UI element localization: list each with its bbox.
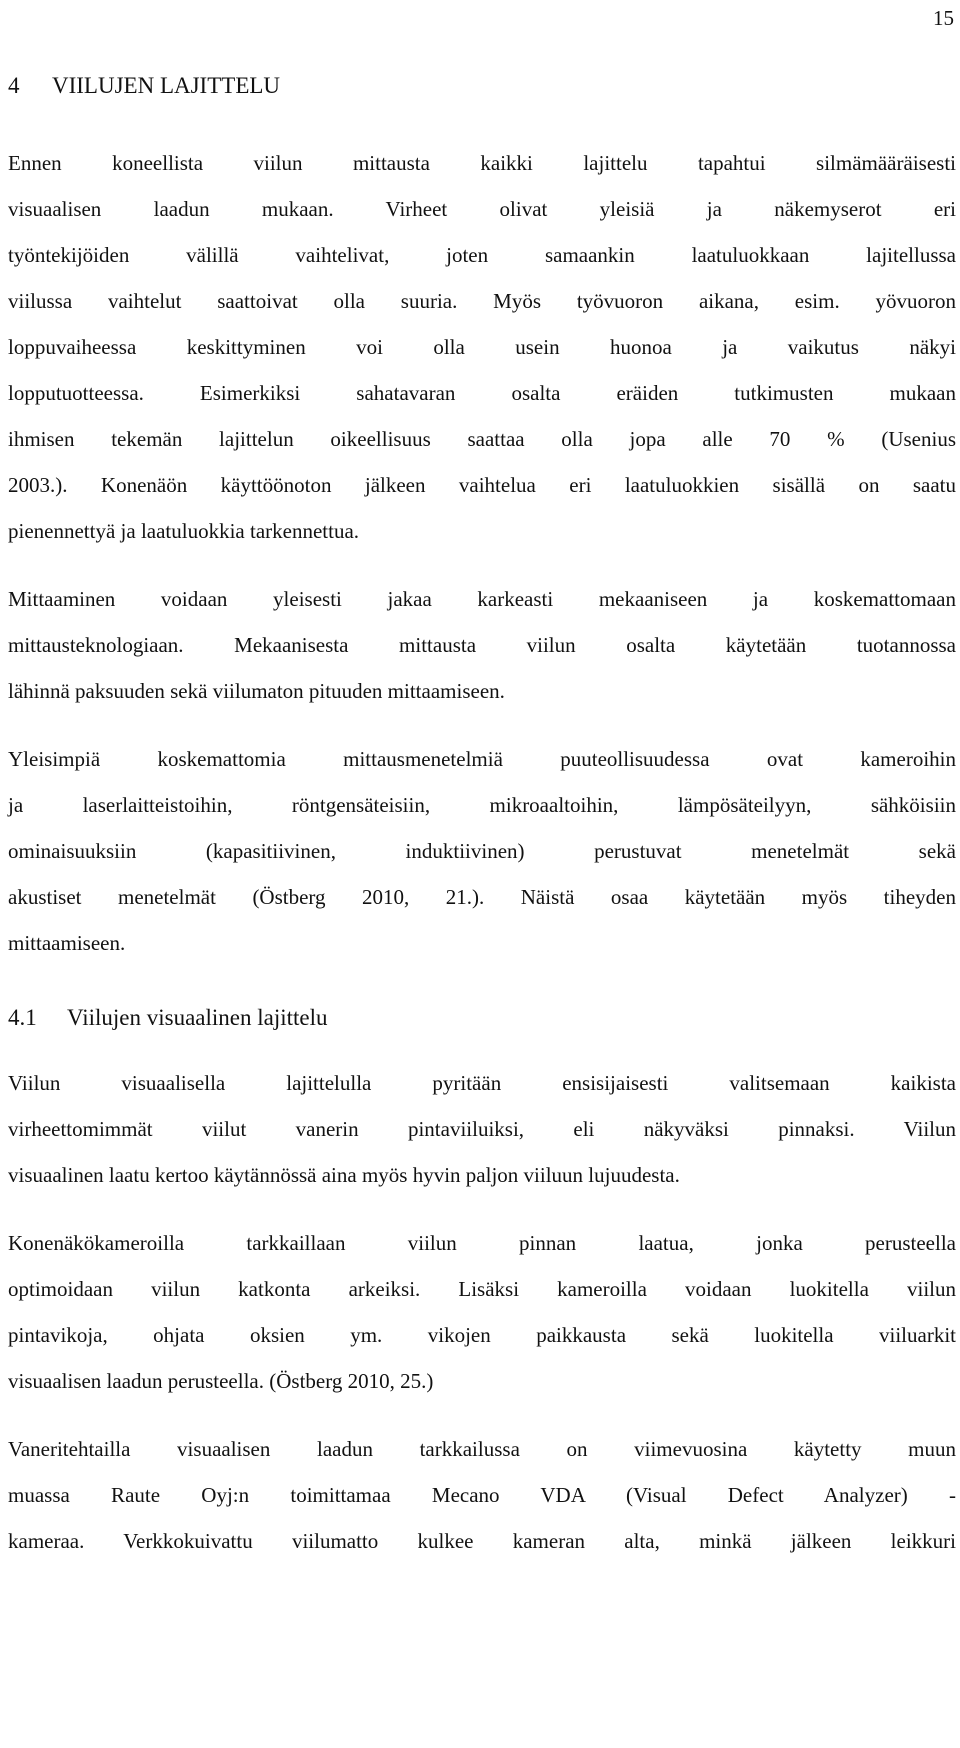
paragraph-line: visuaalisen laadun mukaan. Virheet olivat yleisiä ja näkemyserot eri <box>8 197 956 221</box>
paragraph-line: pintavikoja, ohjata oksien ym. vikojen paikkausta sekä luokitella viiluarkit <box>8 1323 956 1347</box>
paragraph-line: mittaamiseen. <box>8 931 126 955</box>
paragraph-line: muassa Raute Oyj:n toimittamaa Mecano VDA (Visual Defect Analyzer) - <box>8 1483 956 1507</box>
paragraph-line: ihmisen tekemän lajittelun oikeellisuus saattaa olla jopa alle 70 % (Usenius <box>8 427 956 451</box>
section-number: 4 <box>8 73 20 98</box>
paragraph-line: työntekijöiden välillä vaihtelivat, joten samaankin laatuluokkaan lajitellussa <box>8 243 956 267</box>
paragraph-line: Konenäkökameroilla tarkkaillaan viilun pinnan laatua, jonka perusteella <box>8 1231 956 1255</box>
paragraph-line: Mittaaminen voidaan yleisesti jakaa karkeasti mekaaniseen ja koskemattomaan <box>8 587 956 611</box>
paragraph-line: lopputuotteessa. Esimerkiksi sahatavaran osalta eräiden tutkimusten mukaan <box>8 381 956 405</box>
paragraph-line: loppuvaiheessa keskittyminen voi olla usein huonoa ja vaikutus näkyi <box>8 335 956 359</box>
paragraph-line: viilussa vaihtelut saattoivat olla suuria. Myös työvuoron aikana, esim. yövuoron <box>8 289 956 313</box>
section-title: Viilujen visuaalinen lajittelu <box>67 1005 328 1030</box>
paragraph-3 <box>8 736 956 966</box>
paragraph-line: Yleisimpiä koskemattomia mittausmenetelmiä puuteollisuudessa ovat kameroihin <box>8 747 956 771</box>
paragraph-1 <box>8 140 956 554</box>
paragraph-line: kameraa. Verkkokuivattu viilumatto kulkee kameran alta, minkä jälkeen leikkuri <box>8 1529 956 1553</box>
paragraph-line: ja laserlaitteistoihin, röntgensäteisiin, mikroaaltoihin, lämpösäteilyyn, sähköisiin <box>8 793 956 817</box>
section-heading-4-1 <box>8 1004 956 1032</box>
paragraph-5 <box>8 1220 956 1404</box>
paragraph-line: visuaalinen laatu kertoo käytännössä aina myös hyvin paljon viiluun lujuudesta. <box>8 1163 680 1187</box>
paragraph-line: visuaalisen laadun perusteella. (Östberg 2010, 25.) <box>8 1369 434 1393</box>
page-number: 15 <box>933 6 954 30</box>
paragraph-line: Ennen koneellista viilun mittausta kaikki lajittelu tapahtui silmämääräisesti <box>8 151 956 175</box>
paragraph-6 <box>8 1426 956 1564</box>
section-number: 4.1 <box>8 1005 37 1030</box>
paragraph-line: ominaisuuksiin (kapasitiivinen, induktiivinen) perustuvat menetelmät sekä <box>8 839 956 863</box>
paragraph-line: 2003.). Konenäön käyttöönoton jälkeen vaihtelua eri laatuluokkien sisällä on saatu <box>8 473 956 497</box>
paragraph-2 <box>8 576 956 714</box>
paragraph-line: optimoidaan viilun katkonta arkeiksi. Lisäksi kameroilla voidaan luokitella viilun <box>8 1277 956 1301</box>
paragraph-line: akustiset menetelmät (Östberg 2010, 21.). Näistä osaa käytetään myös tiheyden <box>8 885 956 909</box>
paragraph-line: Viilun visuaalisella lajittelulla pyritään ensisijaisesti valitsemaan kaikista <box>8 1071 956 1095</box>
section-title: VIILUJEN LAJITTELU <box>52 73 281 98</box>
page-content <box>8 72 956 1564</box>
paragraph-line: virheettomimmät viilut vanerin pintaviiluiksi, eli näkyväksi pinnaksi. Viilun <box>8 1117 956 1141</box>
paragraph-line: lähinnä paksuuden sekä viilumaton pituuden mittaamiseen. <box>8 679 505 703</box>
paragraph-line: mittausteknologiaan. Mekaanisesta mittausta viilun osalta käytetään tuotannossa <box>8 633 956 657</box>
paragraph-line: pienennettyä ja laatuluokkia tarkennettua. <box>8 519 360 543</box>
paragraph-4 <box>8 1060 956 1198</box>
section-heading-4 <box>8 72 956 100</box>
paragraph-line: Vaneritehtailla visuaalisen laadun tarkkailussa on viimevuosina käytetty muun <box>8 1437 956 1461</box>
